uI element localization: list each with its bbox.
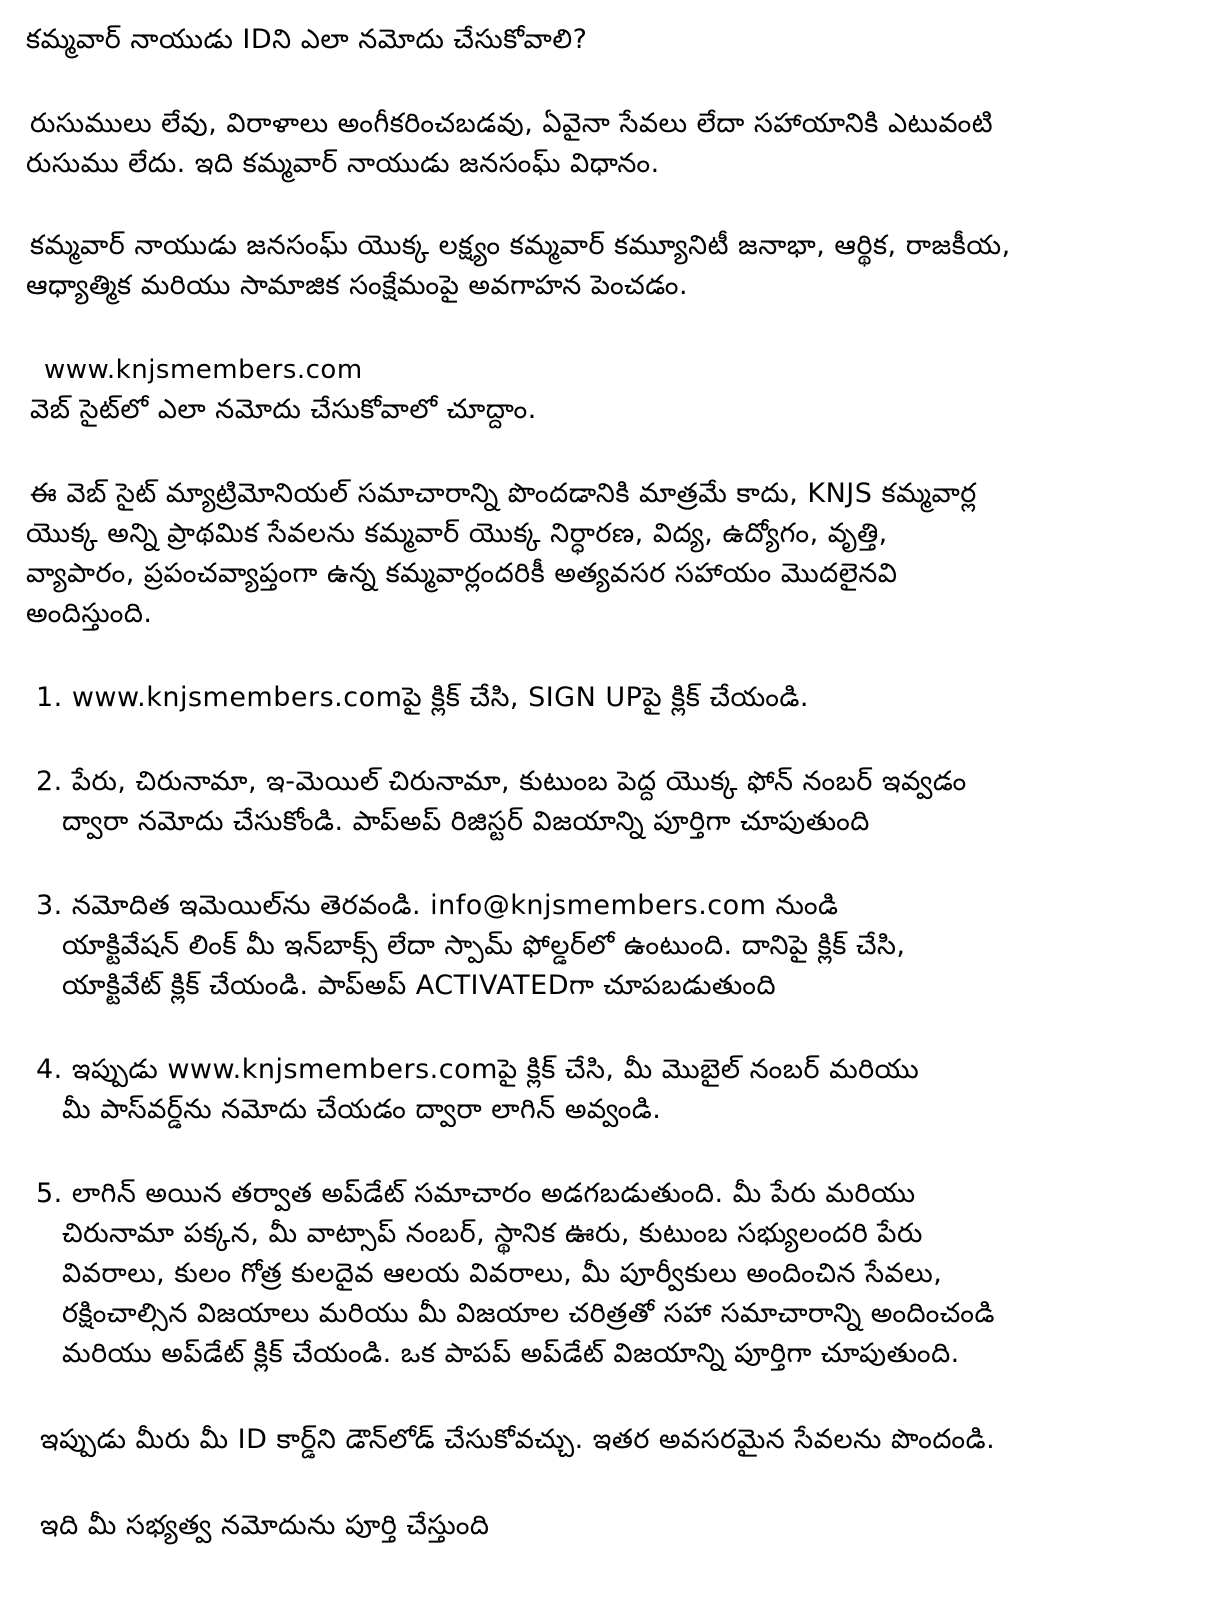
website-paragraph: వెబ్ సైట్‌లో ఎలా నమోదు చేసుకోవాలో చూద్దాం.	[30, 394, 537, 425]
fees-paragraph-line: రుసుము లేదు. ఇది కమ్మవార్ నాయుడు జనసంఘ్ విధానం.	[26, 148, 660, 179]
step-3-line: యాక్టివేషన్ లింక్ మీ ఇన్‌బాక్స్ లేదా స్పామ్ ఫోల్డర్‌లో ఉంటుంది. దానిపై క్లిక్ చేసి,	[62, 930, 906, 961]
step-4-line: మీ పాస్‌వర్డ్‌ను నమోదు చేయడం ద్వారా లాగిన్ అవ్వండి.	[62, 1094, 662, 1125]
step-5-line: చిరునామా పక్కన, మీ వాట్సాప్ నంబర్, స్థానిక ఊరు, కుటుంబ సభ్యులందరి పేరు	[62, 1218, 923, 1249]
step-2-line: 2. పేరు, చిరునామా, ఇ-మెయిల్ చిరునామా, కుటుంబ పెద్ద యొక్క ఫోన్ నంబర్ ఇవ్వడం	[36, 766, 967, 797]
closing-paragraph: ఇది మీ సభ్యత్వ నమోదును పూర్తి చేస్తుంది	[40, 1510, 490, 1541]
website-url: www.knjsmembers.com	[44, 355, 363, 385]
document-title: కమ్మవార్ నాయుడు IDని ఎలా నమోదు చేసుకోవాలి?	[26, 24, 588, 55]
goal-paragraph-line: కమ్మవార్ నాయుడు జనసంఘ్ యొక్క లక్ష్యం కమ్మవార్ కమ్యూనిటీ జనాభా, ఆర్థిక, రాజకీయ,	[30, 230, 1011, 261]
step-5-line: వివరాలు, కులం గోత్ర కులదైవ ఆలయ వివరాలు, మీ పూర్వీకులు అందించిన సేవలు,	[62, 1258, 943, 1289]
fees-paragraph-line: రుసుములు లేవు, విరాళాలు అంగీకరించబడవు, ఏవైనా సేవలు లేదా సహాయానికి ఎటువంటి	[30, 108, 994, 139]
services-paragraph-line: యొక్క అన్ని ప్రాథమిక సేవలను కమ్మవార్ యొక్క నిర్ధారణ, విద్య, ఉద్యోగం, వృత్తి,	[26, 518, 888, 549]
step-2-line: ద్వారా నమోదు చేసుకోండి. పాప్అప్ రిజిస్టర్ విజయాన్ని పూర్తిగా చూపుతుంది	[62, 806, 870, 837]
services-paragraph-line: ఈ వెబ్ సైట్ మ్యాట్రిమోనియల్ సమాచారాన్ని పొందడానికి మాత్రమే కాదు, KNJS కమ్మవార్ల	[30, 478, 977, 509]
step-5-line: రక్షించాల్సిన విజయాలు మరియు మీ విజయాల చరిత్రతో సహా సమాచారాన్ని అందించండి	[62, 1298, 995, 1329]
step-3-line: 3. నమోదిత ఇమెయిల్‌ను తెరవండి. info@knjsmembers.com నుండి	[36, 890, 839, 921]
services-paragraph-line: అందిస్తుంది.	[26, 598, 153, 629]
services-paragraph-line: వ్యాపారం, ప్రపంచవ్యాప్తంగా ఉన్న కమ్మవార్లందరికీ అత్యవసర సహాయం మొదలైనవి	[26, 558, 898, 589]
step-1-line: 1. www.knjsmembers.comపై క్లిక్ చేసి, SIGN UPపై క్లిక్ చేయండి.	[36, 682, 809, 713]
step-5-line: మరియు అప్‌డేట్ క్లిక్ చేయండి. ఒక పాపప్ అప్‌డేట్ విజయాన్ని పూర్తిగా చూపుతుంది.	[62, 1338, 960, 1369]
download-paragraph: ఇప్పుడు మీరు మీ ID కార్డ్‌ని డౌన్‌లోడ్ చేసుకోవచ్చు. ఇతర అవసరమైన సేవలను పొందండి.	[40, 1424, 996, 1455]
step-5-line: 5. లాగిన్ అయిన తర్వాత అప్‌డేట్ సమాచారం అడగబడుతుంది. మీ పేరు మరియు	[36, 1178, 916, 1209]
step-3-line: యాక్టివేట్ క్లిక్ చేయండి. పాప్అప్ ACTIVATEDగా చూపబడుతుంది	[62, 970, 777, 1001]
goal-paragraph-line: ఆధ్యాత్మిక మరియు సామాజిక సంక్షేమంపై అవగాహన పెంచడం.	[26, 270, 689, 301]
step-4-line: 4. ఇప్పుడు www.knjsmembers.comపై క్లిక్ చేసి, మీ మొబైల్ నంబర్ మరియు	[36, 1054, 920, 1085]
